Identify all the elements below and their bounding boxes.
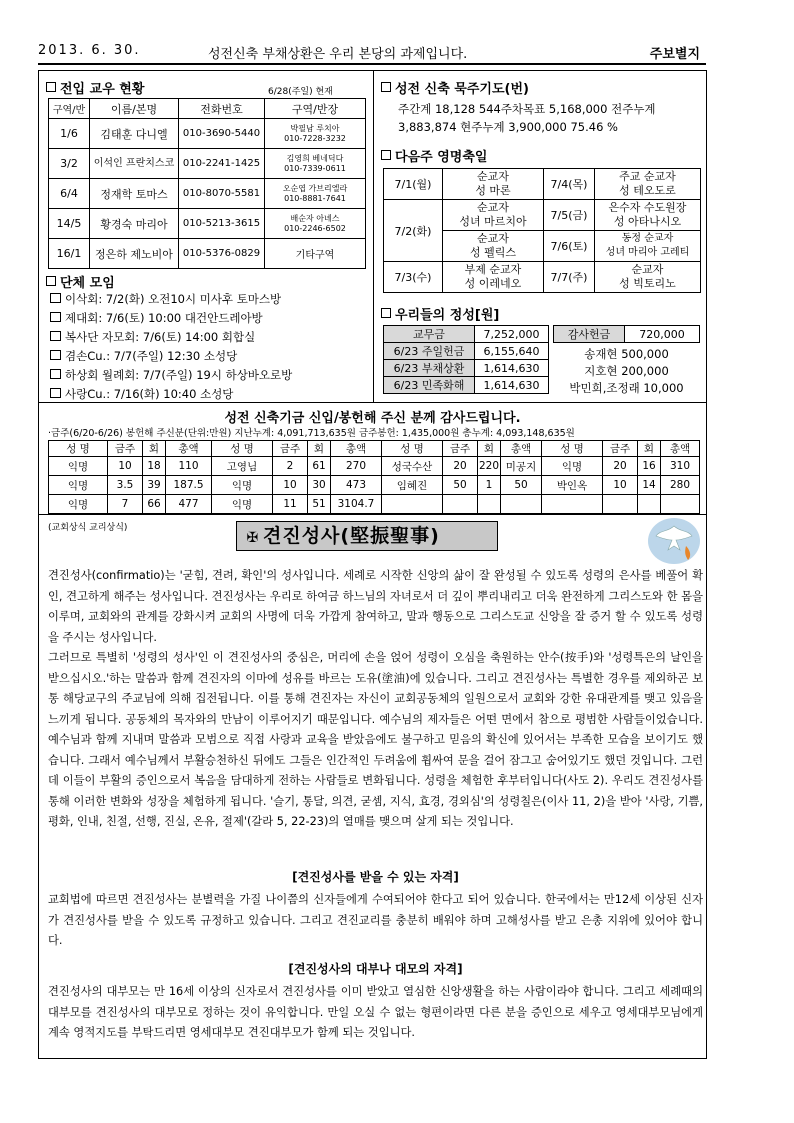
dove-icon [646,516,702,566]
section-label: 주보별지 [649,47,700,62]
list-item: 하상회 월례회: 7/7(주일) 19시 하상바오로방 [50,366,370,385]
fund-cell [382,495,443,514]
fund-cell: 익명 [542,457,603,476]
offering-label: 6/23 민족화해 [384,377,475,394]
name-cell: 정은하 제노비아 [90,239,179,269]
groups-list [50,290,370,404]
fund-cell: 110 [166,457,212,476]
table-row [49,476,700,495]
article-tag: (교회상식 교리상식) [48,523,128,533]
teachers-col-area: 구역/반 [49,99,90,119]
fund-title: 성전 신축기금 신입/봉헌해 주신 분께 감사드립니다. [224,411,521,426]
fund-cell: 익명 [212,495,273,514]
table-row [49,457,700,476]
fund-col: 회 [478,441,501,457]
fund-cell: 20 [603,457,638,476]
fund-cell: 7 [108,495,143,514]
fund-cell: 50 [443,476,478,495]
fund-cell: 2 [273,457,308,476]
teachers-title: 전입 교우 현황 [46,78,144,97]
thanks-amount: 720,000 [625,326,700,343]
offering-amount: 1,614,630 [475,360,549,377]
fund-col: 회 [308,441,331,457]
fund-cell: 20 [443,457,478,476]
offering-amount: 6,155,640 [475,343,549,360]
fund-cell: 220 [478,457,501,476]
area-cell: 6/4 [49,179,90,209]
teachers-col-name: 이름/본명 [90,99,179,119]
offering-amount: 7,252,000 [475,326,549,343]
fund-cell: 3.5 [108,476,143,495]
article-title: 견진성사(堅振聖事) [263,525,440,547]
article-paragraph-1: 견진성사(confirmatio)는 '굳힘, 견려, 확인'의 성사입니다. 세례로 시작한 신앙의 삶이 잘 완성될 수 있도록 성령의 은사를 베풀어 확인, 견고하게 해주는 성사입니다. 견진성사는 우리로 하여금 하느님의 자녀로서 더 깊이 뿌리내리고 더욱 완전하게 그리스도와 한 몸을 이루며, 교회와의 관계를 강화시켜 교회의 사명에 더욱 가깝게 참여하고, 말과 행동으로 그리스도교 신앙을 잘 증거 할 수 있도록 성령을 주시는 성사입니다. [48,569,703,644]
name-cell: 정재학 토마스 [90,179,179,209]
name-cell: 황경숙 마리아 [90,209,179,239]
teachers-col-phone: 전화번호 [179,99,265,119]
fund-cell: 61 [308,457,331,476]
feast-date: 7/7(주) [544,262,595,293]
article-paragraph-3: 교회법에 따르면 견진성사는 분별력을 가질 나이쯤의 신자들에게 수여되어야 한다고 되어 있습니다. 한국에서는 만12세 이상된 신자가 견진성사를 받을 수 있도록 규정하고 있습니다. 그리고 견진교리를 충분히 배워야 하며 고해성사를 받고 은총 지위에 있어야 합니다. [48,893,703,947]
feast-title: 다음주 영명축일 [381,146,487,165]
table-row [384,360,549,377]
frame-right [706,70,707,1058]
article-subhead-godparent: [견진성사의 대부나 대모의 자격] [288,962,463,976]
fund-cell: 임혜진 [382,476,443,495]
teachers-table [48,98,366,269]
feast-saint: 부제 순교자 성 이레네오 [443,262,544,293]
teachers-col-leader: 구역/반장 [265,99,366,119]
teachers-date-note: 6/28(주일) 현재 [268,87,333,97]
fund-cell: 박인옥 [542,476,603,495]
phone-cell: 010-5376-0829 [179,239,265,269]
feast-date: 7/3(수) [384,262,443,293]
leader-cell: 배순자 아녜스 010-2246-6502 [265,209,366,239]
article-top-rule [38,514,707,515]
thanks-table [553,325,700,343]
table-row [49,239,366,269]
list-item: 복사단 자모회: 7/6(토) 14:00 회합실 [50,328,370,347]
fund-cell [542,495,603,514]
leader-cell: 김영희 베네딕다 010-7339-0611 [265,149,366,179]
fund-cell [603,495,638,514]
list-item: 송재현 500,000 [584,347,669,361]
fund-cell: 3104.7 [331,495,382,514]
feast-saint: 순교자 성 마론 [443,169,544,200]
area-cell: 3/2 [49,149,90,179]
fund-header-row [49,441,700,457]
offering-amount: 1,614,630 [475,377,549,394]
table-row [384,326,549,343]
list-item: 지호현 200,000 [584,364,669,378]
fund-cell: 익명 [49,495,108,514]
list-item: 겸손Cu.: 7/7(주일) 12:30 소성당 [50,347,370,366]
table-row [384,377,549,394]
table-row [49,119,366,149]
fund-table [48,440,700,514]
fund-cell [478,495,501,514]
fund-col: 성 명 [542,441,603,457]
fund-col: 금주 [443,441,478,457]
feast-saint: 주교 순교자 성 테오도로 [595,169,701,200]
area-cell: 16/1 [49,239,90,269]
feast-date: 7/1(월) [384,169,443,200]
phone-cell: 010-8070-5581 [179,179,265,209]
fund-cell: 50 [501,476,542,495]
name-cell: 이석인 프란치스코 [90,149,179,179]
fund-cell: 310 [661,457,700,476]
fund-col: 회 [638,441,661,457]
frame-left [38,70,39,1058]
header-rule [38,63,706,65]
fund-col: 성 명 [49,441,108,457]
area-cell: 14/5 [49,209,90,239]
fund-cell: 39 [143,476,166,495]
cross-icon: ✠ [246,530,260,546]
fund-col: 회 [143,441,166,457]
name-cell: 김태훈 다니엘 [90,119,179,149]
table-row [49,179,366,209]
fund-col: 총액 [331,441,382,457]
fund-cell: 30 [308,476,331,495]
fund-cell [661,495,700,514]
fund-cell: 280 [661,476,700,495]
table-row [49,495,700,514]
article-paragraph-4: 견진성사의 대부모는 만 16세 이상의 신자로서 견진성사를 이미 받았고 열심한 신앙생활을 하는 사람이라야 합니다. 그리고 세례때의 대부모를 견진성사의 대부모로 정하는 것이 유익합니다. 만일 오실 수 없는 형편이라면 다른 분을 증인으로 세우고 영세대부모님에게 계속 영적지도를 부탁드리면 영세대부모 견진대부모가 함께 되는 것입니다. [48,985,703,1039]
fund-cell: 14 [638,476,661,495]
groups-title: 단체 모임 [46,272,115,291]
list-item: 제대회: 7/6(토) 10:00 대건안드레아방 [50,309,370,328]
fund-cell: 473 [331,476,382,495]
fund-cell [443,495,478,514]
table-row [384,262,701,293]
phone-cell: 010-2241-1425 [179,149,265,179]
fund-cell: 10 [108,457,143,476]
table-row [384,200,701,231]
fund-cell: 익명 [212,476,273,495]
offering-label: 6/23 주일헌금 [384,343,475,360]
rosary-line1: 주간계 18,128 544주차목표 5,168,000 전주누계 [398,102,656,116]
feast-saint: 순교자 성 빅토리노 [595,262,701,293]
feast-date: 7/2(화) [384,200,443,262]
fund-col: 총액 [166,441,212,457]
fund-cell [501,495,542,514]
table-row [49,209,366,239]
feast-saint: 순교자 성 펠릭스 [443,231,544,262]
header-slogan: 성전신축 부채상환은 우리 본당의 과제입니다. [208,47,468,62]
table-row [384,343,549,360]
feast-date: 7/6(토) [544,231,595,262]
thanks-label: 감사헌금 [554,326,625,343]
offering-title: 우리들의 정성[원] [381,304,499,323]
feast-saint: 은수자 수도원장 성 아타나시오 [595,200,701,231]
feast-date: 7/5(금) [544,200,595,231]
offering-label: 교무금 [384,326,475,343]
list-item: 사랑Cu.: 7/16(화) 10:40 소성당 [50,385,370,404]
rosary-stats [398,100,656,136]
donor-list [553,346,700,397]
fund-cell: 270 [331,457,382,476]
fund-cell: 1 [478,476,501,495]
fund-col: 금주 [603,441,638,457]
fund-col: 총액 [501,441,542,457]
fund-col: 금주 [108,441,143,457]
frame-bottom [38,1058,707,1059]
area-cell: 1/6 [49,119,90,149]
leader-cell: 박필남 루치아 010-7228-3232 [265,119,366,149]
article-paragraph-2: 그러므로 특별히 '성령의 성사'인 이 견진성사의 중심은, 머리에 손을 얹어 성령이 오심을 축원하는 안수(按手)와 '성령특은의 날인을 받으십시오.'하는 말씀과 함께 견진자의 이마에 성유를 바르는 도유(塗油)에 있습니다. 그리고 견진성사는 특별한 경우를 제외하곤 보통 해당교구의 주교님에 의해 집전됩니다. 이를 통해 견진자는 자신이 교회공동체의 일원으로서 교회와 강한 유대관계를 맺고 있음을 느끼게 됩니다. 공동체의 목자와의 만남이 이루어지기 때문입니다. 예수님의 제자들은 어떤 면에서 참으로 평범한 사람들이었습니다. 예수님과 함께 지내며 말씀과 모범으로 직접 사랑과 교육을 받았음에도 불구하고 믿음의 확신에 있어서는 부족한 모습을 보이기도 했습니다. 그래서 예수님께서 부활승천하신 뒤에도 그들은 인간적인 두려움에 휩싸여 문을 걸어 잠그고 숨어있기도 했던 것입니다. 그런데 이들이 부활의 증인으로서 복음을 담대하게 전하는 사람들로 변화됩니다. 성령을 체험한 후부터입니다(사도 2). 우리도 견진성사를 통해 이러한 변화와 성장을 체험하게 됩니다. '슬기, 통달, 의견, 굳셈, 지식, 효경, 경외심'의 성령칠은(이사 11, 2)을 받아 '사랑, 기쁨, 평화, 인내, 친절, 선행, 진실, 온유, 절제'(갈라 5, 22-23)의 열매를 맺으며 살게 되는 것입니다. [48,651,703,828]
offering-table [383,325,549,394]
phone-cell: 010-3690-5440 [179,119,265,149]
fund-cell: 10 [273,476,308,495]
fund-cell: 익명 [49,457,108,476]
fund-cell: 10 [603,476,638,495]
article-title-banner [236,521,498,551]
fund-cell: 11 [273,495,308,514]
feast-saint: 순교자 성녀 마르치아 [443,200,544,231]
fund-col: 총액 [661,441,700,457]
fund-col: 성 명 [212,441,273,457]
leader-cell: 기타구역 [265,239,366,269]
issue-date: 2013. 6. 30. [38,43,141,58]
phone-cell: 010-5213-3615 [179,209,265,239]
feast-table [383,168,701,293]
fund-cell: 성국수산 [382,457,443,476]
leader-cell: 오순엽 가브리엘라 010-8881-7641 [265,179,366,209]
list-item: 박민희,조정래 10,000 [569,381,684,395]
list-item: 이삭회: 7/2(화) 오전10시 미사후 토마스방 [50,290,370,309]
rosary-title: 성전 신축 묵주기도(번) [381,78,529,97]
fund-cell: 익명 [49,476,108,495]
feast-saint: 동정 순교자 성녀 마리아 고레티 [595,231,701,262]
fund-cell: 18 [143,457,166,476]
fund-col: 금주 [273,441,308,457]
column-divider [373,70,374,402]
page-header [38,38,706,64]
fund-note: ·금주(6/20-6/26) 봉헌해 주신분(단위:만원) 지난누계: 4,091,713,635원 금주봉헌: 1,435,000원 총누계: 4,093,148,635원 [48,428,575,439]
rosary-line2: 3,883,874 현주누계 3,900,000 75.46 % [398,120,618,134]
feast-date: 7/4(목) [544,169,595,200]
fund-cell: 187.5 [166,476,212,495]
fund-col: 성 명 [382,441,443,457]
fund-cell: 66 [143,495,166,514]
fund-cell: 고영님 [212,457,273,476]
table-row [384,169,701,200]
table-row [49,149,366,179]
fund-cell: 51 [308,495,331,514]
article-subhead-qualification: [견진성사를 받을 수 있는 자격] [292,870,459,884]
offering-label: 6/23 부채상환 [384,360,475,377]
fund-cell: 미공지 [501,457,542,476]
fund-cell [638,495,661,514]
fund-cell: 477 [166,495,212,514]
fund-cell: 16 [638,457,661,476]
